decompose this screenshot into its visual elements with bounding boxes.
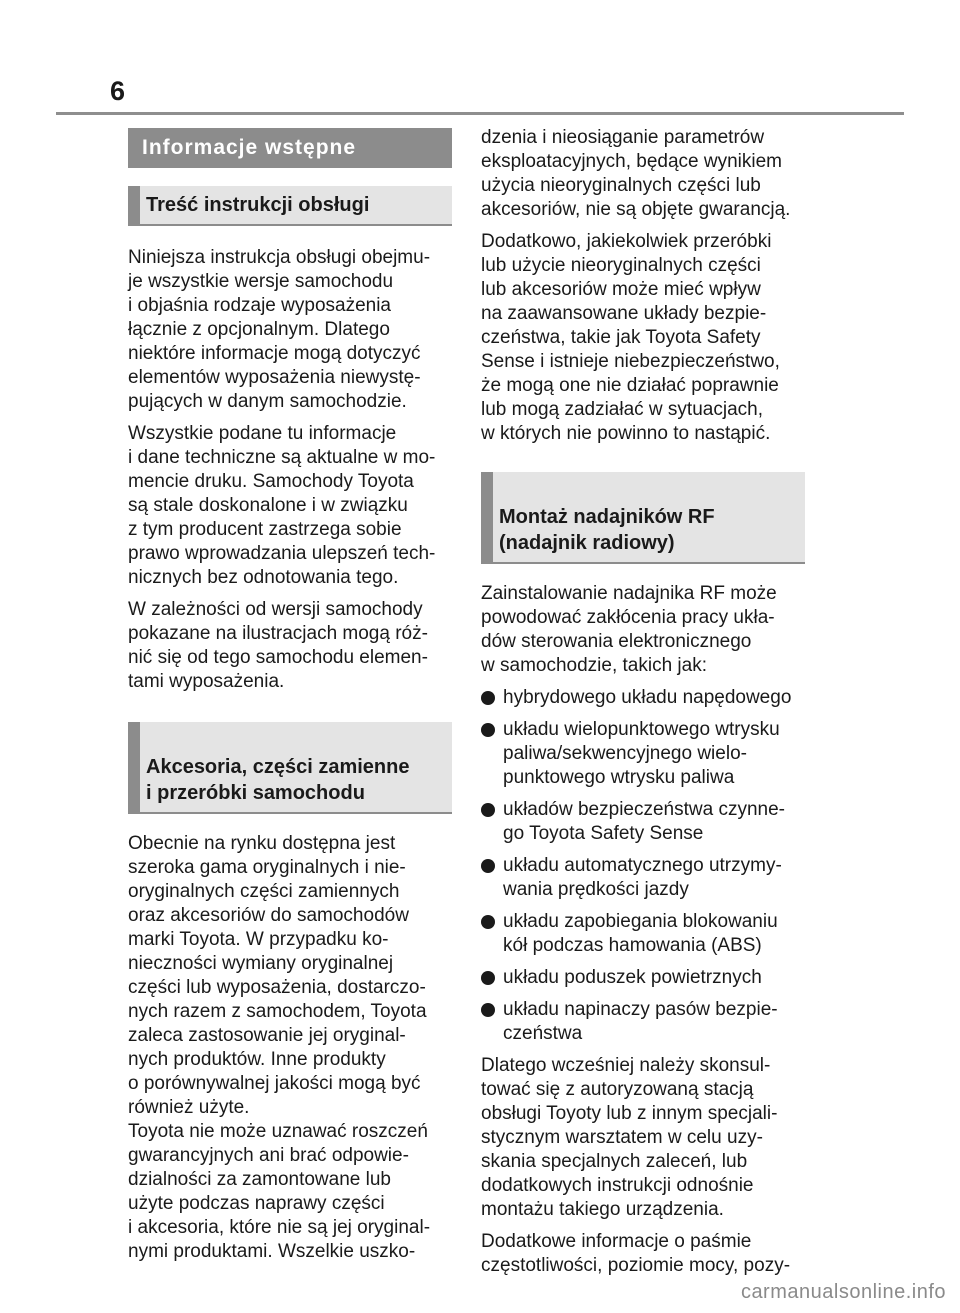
heading-manual-contents (128, 186, 452, 226)
list-item (481, 686, 805, 710)
paragraph: dzenia i nieosiąganie parametrów eksploatacyjnych, będące wynikiem użycia nieoryginalnych części lub akcesoriów, nie są objęte gwarancją. (481, 127, 791, 220)
paragraph: Dodatkowe informacje o paśmie częstotliwości, poziomie mocy, pozy- (481, 1231, 791, 1276)
page-number: 6 (110, 76, 126, 106)
heading-accessories (128, 722, 452, 814)
paragraph: W zależności od wersji samochody pokazane na ilustracjach mogą róż- nić się od tego samochodu elemen- tami wyposażenia. (128, 599, 428, 692)
list-item-text: układu wielopunktowego wtrysku paliwa/sekwencyjnego wielo- punktowego wtrysku paliwa (503, 719, 780, 788)
paragraph: Dlatego wcześniej należy skonsul- tować się z autoryzowaną stacją obsługi Toyoty lub z innym specjali- stycznym warsztatem w celu uzy- skania specjalnych zaleceń, lub dodatkowych instrukcji odnośnie montażu takiego urządzenia. (481, 1055, 778, 1220)
paragraph: Wszystkie podane tu informacje i dane techniczne są aktualne w mo- mencie druku. Samochody Toyota są stale doskonalone i w związku z tym producent zastrzega sobie prawo wprowadzania ulepszeń tech- nicznych bez odnotowania tego. (128, 423, 436, 588)
list-item (481, 718, 805, 790)
paragraph: Zainstalowanie nadajnika RF może powodować zakłócenia pracy ukła- dów sterowania elektronicznego w samochodzie, takich jak: (481, 583, 777, 676)
bullet-icon (481, 803, 495, 817)
bullet-icon (481, 971, 495, 985)
header-rule (56, 112, 904, 115)
heading-manual-contents-text: Treść instrukcji obsługi (146, 194, 370, 216)
list-item-text: hybrydowego układu napędowego (503, 687, 792, 708)
paragraph: Dodatkowo, jakiekolwiek przeróbki lub użycie nieoryginalnych części lub akcesoriów może mieć wpływ na zaawansowane układy bezpie- czeństwa, takie jak Toyota Safety Sense i istnieje niebezpieczeństwo, że mogą one nie działać poprawnie lub mogą zadziałać w sytuacjach, w których nie powinno to nastąpić. (481, 231, 780, 444)
bullet-icon (481, 1003, 495, 1017)
paragraph: Obecnie na rynku dostępna jest szeroka gama oryginalnych i nie- oryginalnych części zamiennych oraz akcesoriów do samochodów marki Toyota. W przypadku ko- nieczności wymiany oryginalnej części lub wyposażenia, dostarczo- nych razem z samochodem, Toyota zaleca zastosowanie jej oryginal- nych produktów. Inne produkty o porównywalnej jakości mogą być również użyte. Toyota nie może uznawać roszczeń gwarancyjnych ani brać odpowie- dzialności za zamontowane lub użyte podczas naprawy części i akcesoria, które nie są jej oryginal- nymi produktami. Wszelkie uszko- (128, 833, 431, 1262)
bullet-icon (481, 915, 495, 929)
watermark: carmanualsonline.info (740, 1281, 946, 1303)
list-item-text: układu napinaczy pasów bezpie- czeństwa (503, 999, 778, 1044)
bullet-icon (481, 691, 495, 705)
list-item-text: układów bezpieczeństwa czynne- go Toyota Safety Sense (503, 799, 785, 844)
section-title: Informacje wstępne (128, 128, 452, 168)
list-item (481, 854, 805, 902)
paragraph: Niniejsza instrukcja obsługi obejmu- je wszystkie wersje samochodu i objaśnia rodzaje wyposażenia łącznie z opcjonalnym. Dlatego niektóre informacje mogą dotyczyć elementów wyposażenia niewystę- pujących w danym samochodzie. (128, 247, 431, 412)
list-item (481, 798, 805, 846)
list-item (481, 966, 805, 990)
list-item (481, 998, 805, 1046)
heading-rf-transmitters-text: Montaż nadajników RF (nadajnik radiowy) (499, 506, 715, 554)
bullet-icon (481, 859, 495, 873)
list-item-text: układu automatycznego utrzymy- wania prędkości jazdy (503, 855, 782, 900)
left-column (128, 128, 452, 1272)
list-item-text: układu zapobiegania blokowaniu kół podczas hamowania (ABS) (503, 911, 778, 956)
list-item (481, 910, 805, 958)
right-column (481, 126, 805, 1286)
bullet-icon (481, 723, 495, 737)
system-list (481, 686, 805, 1046)
heading-accessories-text: Akcesoria, części zamienne i przeróbki samochodu (146, 756, 410, 804)
list-item-text: układu poduszek powietrznych (503, 967, 762, 988)
heading-rf-transmitters (481, 472, 805, 564)
